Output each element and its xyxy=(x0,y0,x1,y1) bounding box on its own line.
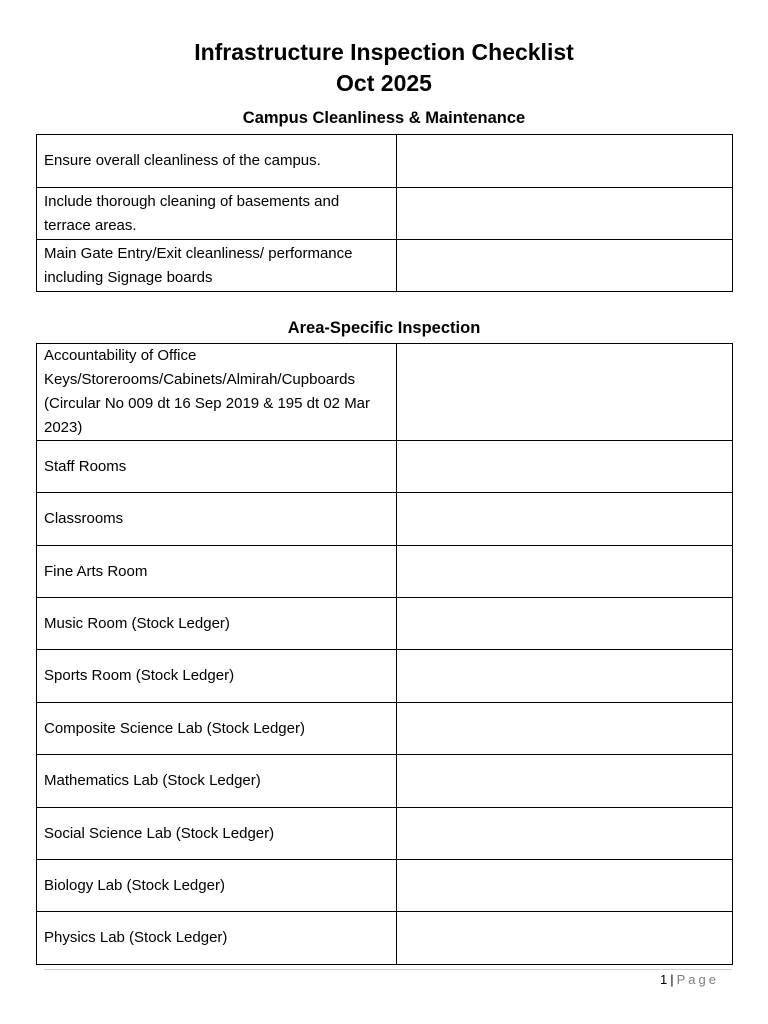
checklist-item-label: Sports Room (Stock Ledger) xyxy=(37,650,397,703)
checklist-response-cell[interactable] xyxy=(397,240,733,292)
checklist-response-cell[interactable] xyxy=(397,188,733,240)
checklist-response-cell[interactable] xyxy=(397,135,733,188)
page-separator: | xyxy=(670,972,674,987)
checklist-item-label: Classrooms xyxy=(37,493,397,546)
checklist-response-cell[interactable] xyxy=(397,755,733,808)
checklist-response-cell[interactable] xyxy=(397,441,733,493)
checklist-item-label: Ensure overall cleanliness of the campus. xyxy=(37,135,397,188)
checklist-item-label: Physics Lab (Stock Ledger) xyxy=(37,912,397,965)
table-row xyxy=(37,808,733,860)
page-number-footer xyxy=(660,971,719,989)
table-row xyxy=(37,240,733,292)
table-row xyxy=(37,188,733,240)
checklist-item-label: Mathematics Lab (Stock Ledger) xyxy=(37,755,397,808)
checklist-response-cell[interactable] xyxy=(397,912,733,965)
section-heading-cleanliness: Campus Cleanliness & Maintenance xyxy=(242,109,526,127)
checklist-item-label: Music Room (Stock Ledger) xyxy=(37,598,397,650)
footer-divider xyxy=(44,969,732,970)
table-row xyxy=(37,546,733,598)
checklist-response-cell[interactable] xyxy=(397,703,733,755)
table-row xyxy=(37,650,733,703)
table-row xyxy=(37,860,733,912)
checklist-item-label: Include thorough cleaning of basements and terrace areas. xyxy=(37,188,397,240)
document-title: Infrastructure Inspection Checklist xyxy=(194,39,574,65)
checklist-item-label: Social Science Lab (Stock Ledger) xyxy=(37,808,397,860)
checklist-item-label: Biology Lab (Stock Ledger) xyxy=(37,860,397,912)
checklist-response-cell[interactable] xyxy=(397,860,733,912)
checklist-response-cell[interactable] xyxy=(397,344,733,441)
table-row xyxy=(37,135,733,188)
checklist-item-label: Composite Science Lab (Stock Ledger) xyxy=(37,703,397,755)
checklist-response-cell[interactable] xyxy=(397,808,733,860)
table-row xyxy=(37,912,733,965)
area-inspection-table xyxy=(36,343,733,965)
table-row xyxy=(37,755,733,808)
table-row xyxy=(37,703,733,755)
page-number: 1 xyxy=(660,972,668,987)
checklist-item-label: Fine Arts Room xyxy=(37,546,397,598)
table-row xyxy=(37,598,733,650)
table-row xyxy=(37,493,733,546)
table-row xyxy=(37,344,733,441)
document-subtitle: Oct 2025 xyxy=(336,70,432,96)
checklist-item-label: Staff Rooms xyxy=(37,441,397,493)
section-heading-area-specific: Area-Specific Inspection xyxy=(287,319,481,337)
page-label: Page xyxy=(676,972,719,987)
checklist-response-cell[interactable] xyxy=(397,650,733,703)
checklist-item-label: Main Gate Entry/Exit cleanliness/ performance including Signage boards xyxy=(37,240,397,292)
checklist-response-cell[interactable] xyxy=(397,493,733,546)
checklist-item-label: Accountability of Office Keys/Storerooms/Cabinets/Almirah/Cupboards (Circular No 009 dt 16 Sep 2019 & 195 dt 02 Mar 2023) xyxy=(37,344,397,441)
table-row xyxy=(37,441,733,493)
checklist-response-cell[interactable] xyxy=(397,598,733,650)
cleanliness-checklist-table xyxy=(36,134,733,292)
checklist-response-cell[interactable] xyxy=(397,546,733,598)
